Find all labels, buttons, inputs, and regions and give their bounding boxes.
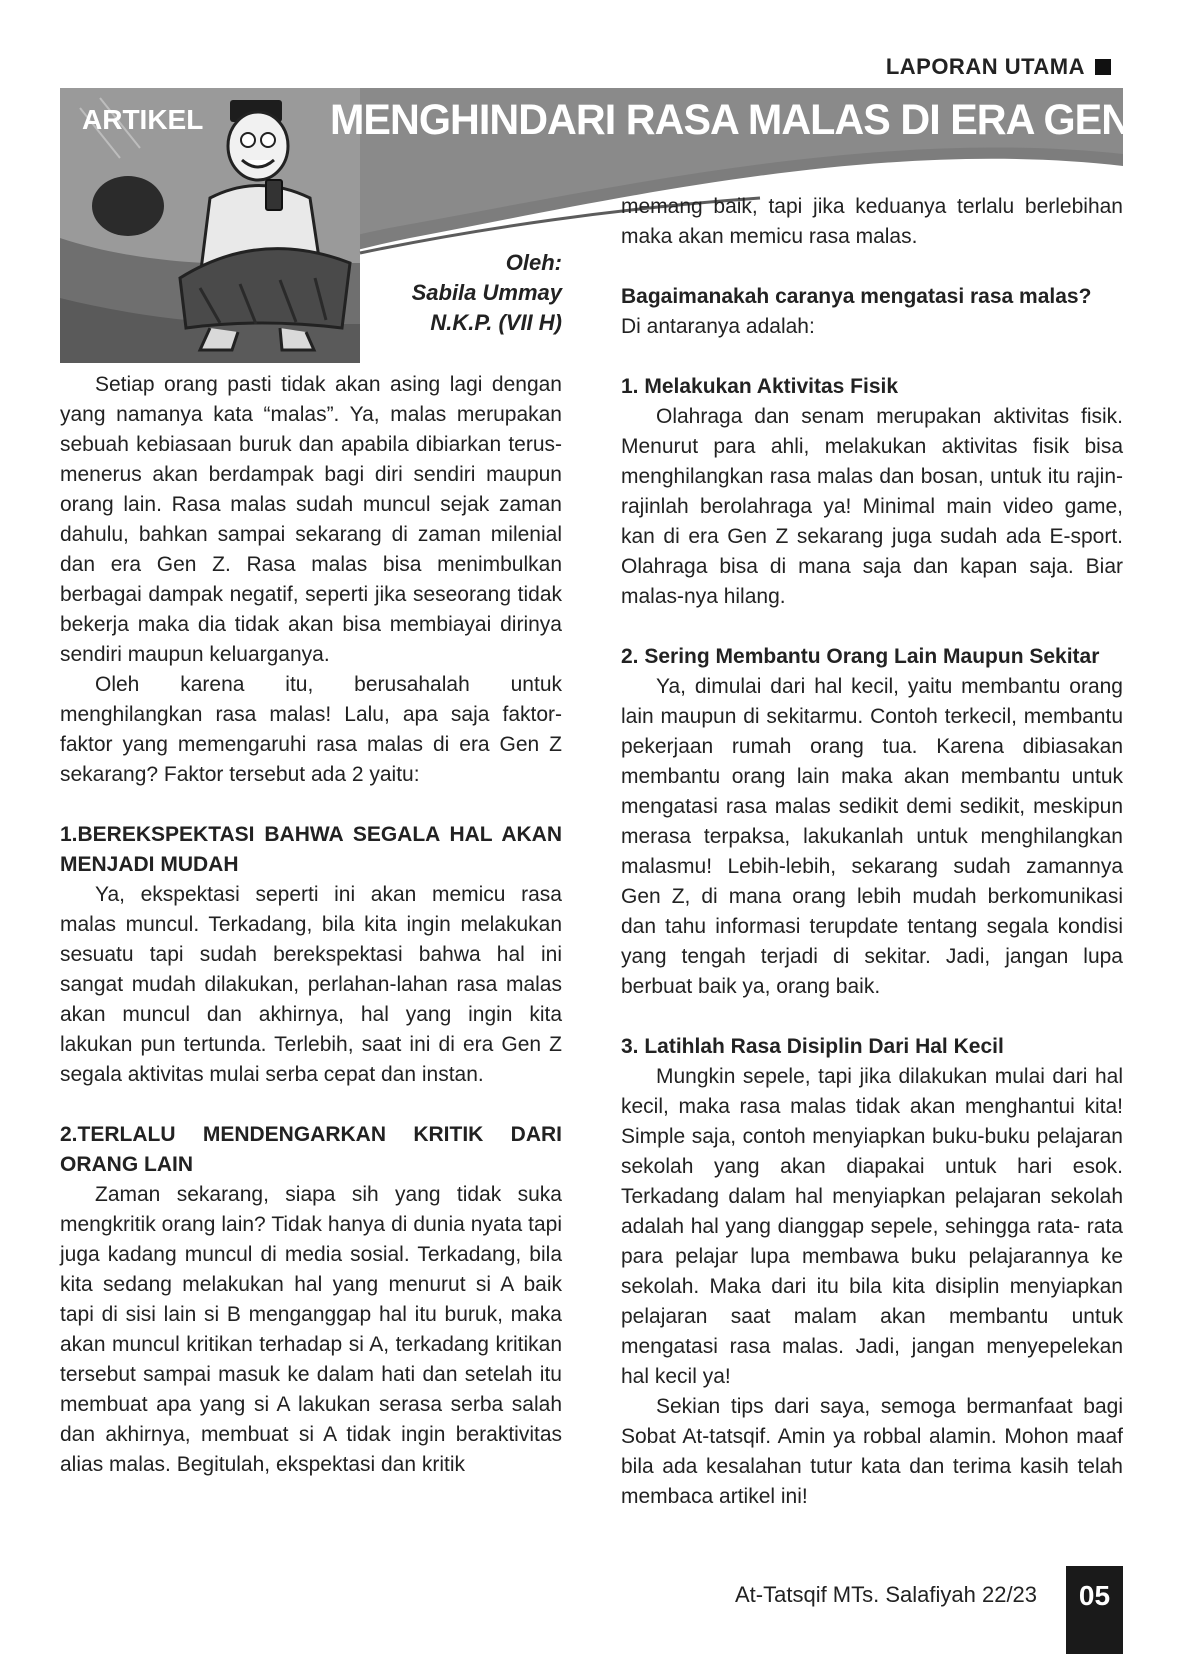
paragraph: Mungkin sepele, tapi jika dilakukan mulai dari hal kecil, maka rasa malas tidak akan menghantui kita! Simple saja, contoh menyiapkan buku-buku pelajaran sekolah yang akan diapakai untuk hari esok. Terkadang dalam hal menyiapkan pelajaran sekolah adalah hal yang dianggap sepele, sehingga rata- rata para pelajar lupa membawa buku pelajarannya ke sekolah. Maka dari itu bila kita disiplin menyiapkan pelajaran saat malam akan membantu untuk mengatasi rasa malas. Jadi, jangan menyepelekan hal kecil ya! <box>621 1065 1123 1388</box>
subheading: 2.TERLALU MENDENGARKAN KRITIK DARI ORANG LAIN <box>60 1123 562 1176</box>
left-column <box>60 370 562 1480</box>
article-title: MENGHINDARI RASA MALAS DI ERA GEN Z <box>330 96 1165 144</box>
subheading: 1. Melakukan Aktivitas Fisik <box>621 375 899 398</box>
subheading: 3. Latihlah Rasa Disiplin Dari Hal Kecil <box>621 1035 1004 1058</box>
byline-label: Oleh: <box>505 250 562 275</box>
author-name: Sabila Ummay <box>411 280 562 305</box>
paragraph: Sekian tips dari saya, semoga bermanfaat bagi Sobat At-tatsqif. Amin ya robbal alamin. Mohon maaf bila ada kesalahan tutur kata dan terima kasih telah membaca artikel ini! <box>621 1395 1123 1508</box>
article-kicker: ARTIKEL <box>82 104 204 135</box>
publication-footer: At-Tatsqif MTs. Salafiyah 22/23 <box>735 1582 1038 1607</box>
paragraph: Di antaranya adalah: <box>621 315 815 338</box>
right-column <box>621 192 1123 1512</box>
author-class: N.K.P. (VII H) <box>430 310 562 335</box>
paragraph: memang baik, tapi jika keduanya terlalu berlebihan maka akan memicu rasa malas. <box>621 195 1123 248</box>
section-label-text: LAPORAN UTAMA <box>885 54 1085 79</box>
section-label <box>886 54 1111 80</box>
paragraph: Olahraga dan senam merupakan aktivitas fisik. Menurut para ahli, melakukan aktivitas fisik bisa menghilangkan rasa malas dan bosan, untuk itu rajin-rajinlah berolahraga ya! Minimal main video game, kan di era Gen Z sekarang juga sudah ada E-sport. Olahraga bisa di mana saja dan kapan saja. Biar malas-nya hilang. <box>621 405 1123 608</box>
page-number: 05 <box>1066 1566 1123 1654</box>
paragraph: Oleh karena itu, berusahalah untuk menghilangkan rasa malas! Lalu, apa saja faktor-faktor yang memengaruhi rasa malas di era Gen Z sekarang? Faktor tersebut ada 2 yaitu: <box>60 673 562 786</box>
subheading: 2. Sering Membantu Orang Lain Maupun Sekitar <box>621 645 1100 668</box>
paragraph: Zaman sekarang, siapa sih yang tidak suka mengkritik orang lain? Tidak hanya di dunia nyata tapi juga kadang muncul di media sosial. Terkadang, bila kita sedang melakukan hal yang menurut si A baik tapi di sisi lain si B menganggap hal itu buruk, maka akan muncul kritikan terhadap si A, terkadang kritikan tersebut sampai masuk ke dalam hati dan setelah itu membuat apa yang si A lakukan serasa serba salah dan akhirnya, membuat si A tidak ingin beraktivitas alias malas. Begitulah, ekspektasi dan kritik <box>60 1183 562 1476</box>
paragraph: Setiap orang pasti tidak akan asing lagi dengan yang namanya kata “malas”. Ya, malas merupakan sebuah kebiasaan buruk dan apabila dibiarkan terus-menerus akan berdampak bagi diri sendiri maupun orang lain. Rasa malas sudah muncul sejak zaman dahulu, bahkan sampai sekarang di zaman milenial dan era Gen Z. Rasa malas bisa menimbulkan berbagai dampak negatif, seperti jika seseorang tidak bekerja maka dia tidak akan bisa membiayai dirinya sendiri maupun keluarganya. <box>60 373 562 666</box>
paragraph: Ya, ekspektasi seperti ini akan memicu rasa malas muncul. Terkadang, bila kita ingin melakukan sesuatu tapi sudah berekspektasi bahwa hal ini sangat mudah dilakukan, perlahan-lahan rasa malas akan muncul dan akhirnya, hal yang ingin kita lakukan pun tertunda. Terlebih, saat ini di era Gen Z segala aktivitas mulai serba cepat dan instan. <box>60 883 562 1086</box>
subheading: 1.BEREKSPEKTASI BAHWA SEGALA HAL AKAN MENJADI MUDAH <box>60 823 562 876</box>
paragraph: Ya, dimulai dari hal kecil, yaitu membantu orang lain maupun di sekitarmu. Contoh terkecil, membantu pekerjaan rumah orang tua. Karena dibiasakan membantu orang lain maka akan membantu untuk mengatasi rasa malas sedikit demi sedikit, meskipun merasa terpaksa, lakukanlah untuk menghilangkan malasmu! Lebih-lebih, sekarang sudah zamannya Gen Z, di mana orang lebih mudah berkomunikasi dan tahu informasi terupdate tentang segala kondisi yang tengah terjadi di sekitar. Jadi, jangan lupa berbuat baik ya, orang baik. <box>621 675 1123 998</box>
question-heading: Bagaimanakah caranya mengatasi rasa malas? <box>621 285 1092 308</box>
square-icon <box>1095 59 1111 75</box>
byline <box>330 248 562 338</box>
